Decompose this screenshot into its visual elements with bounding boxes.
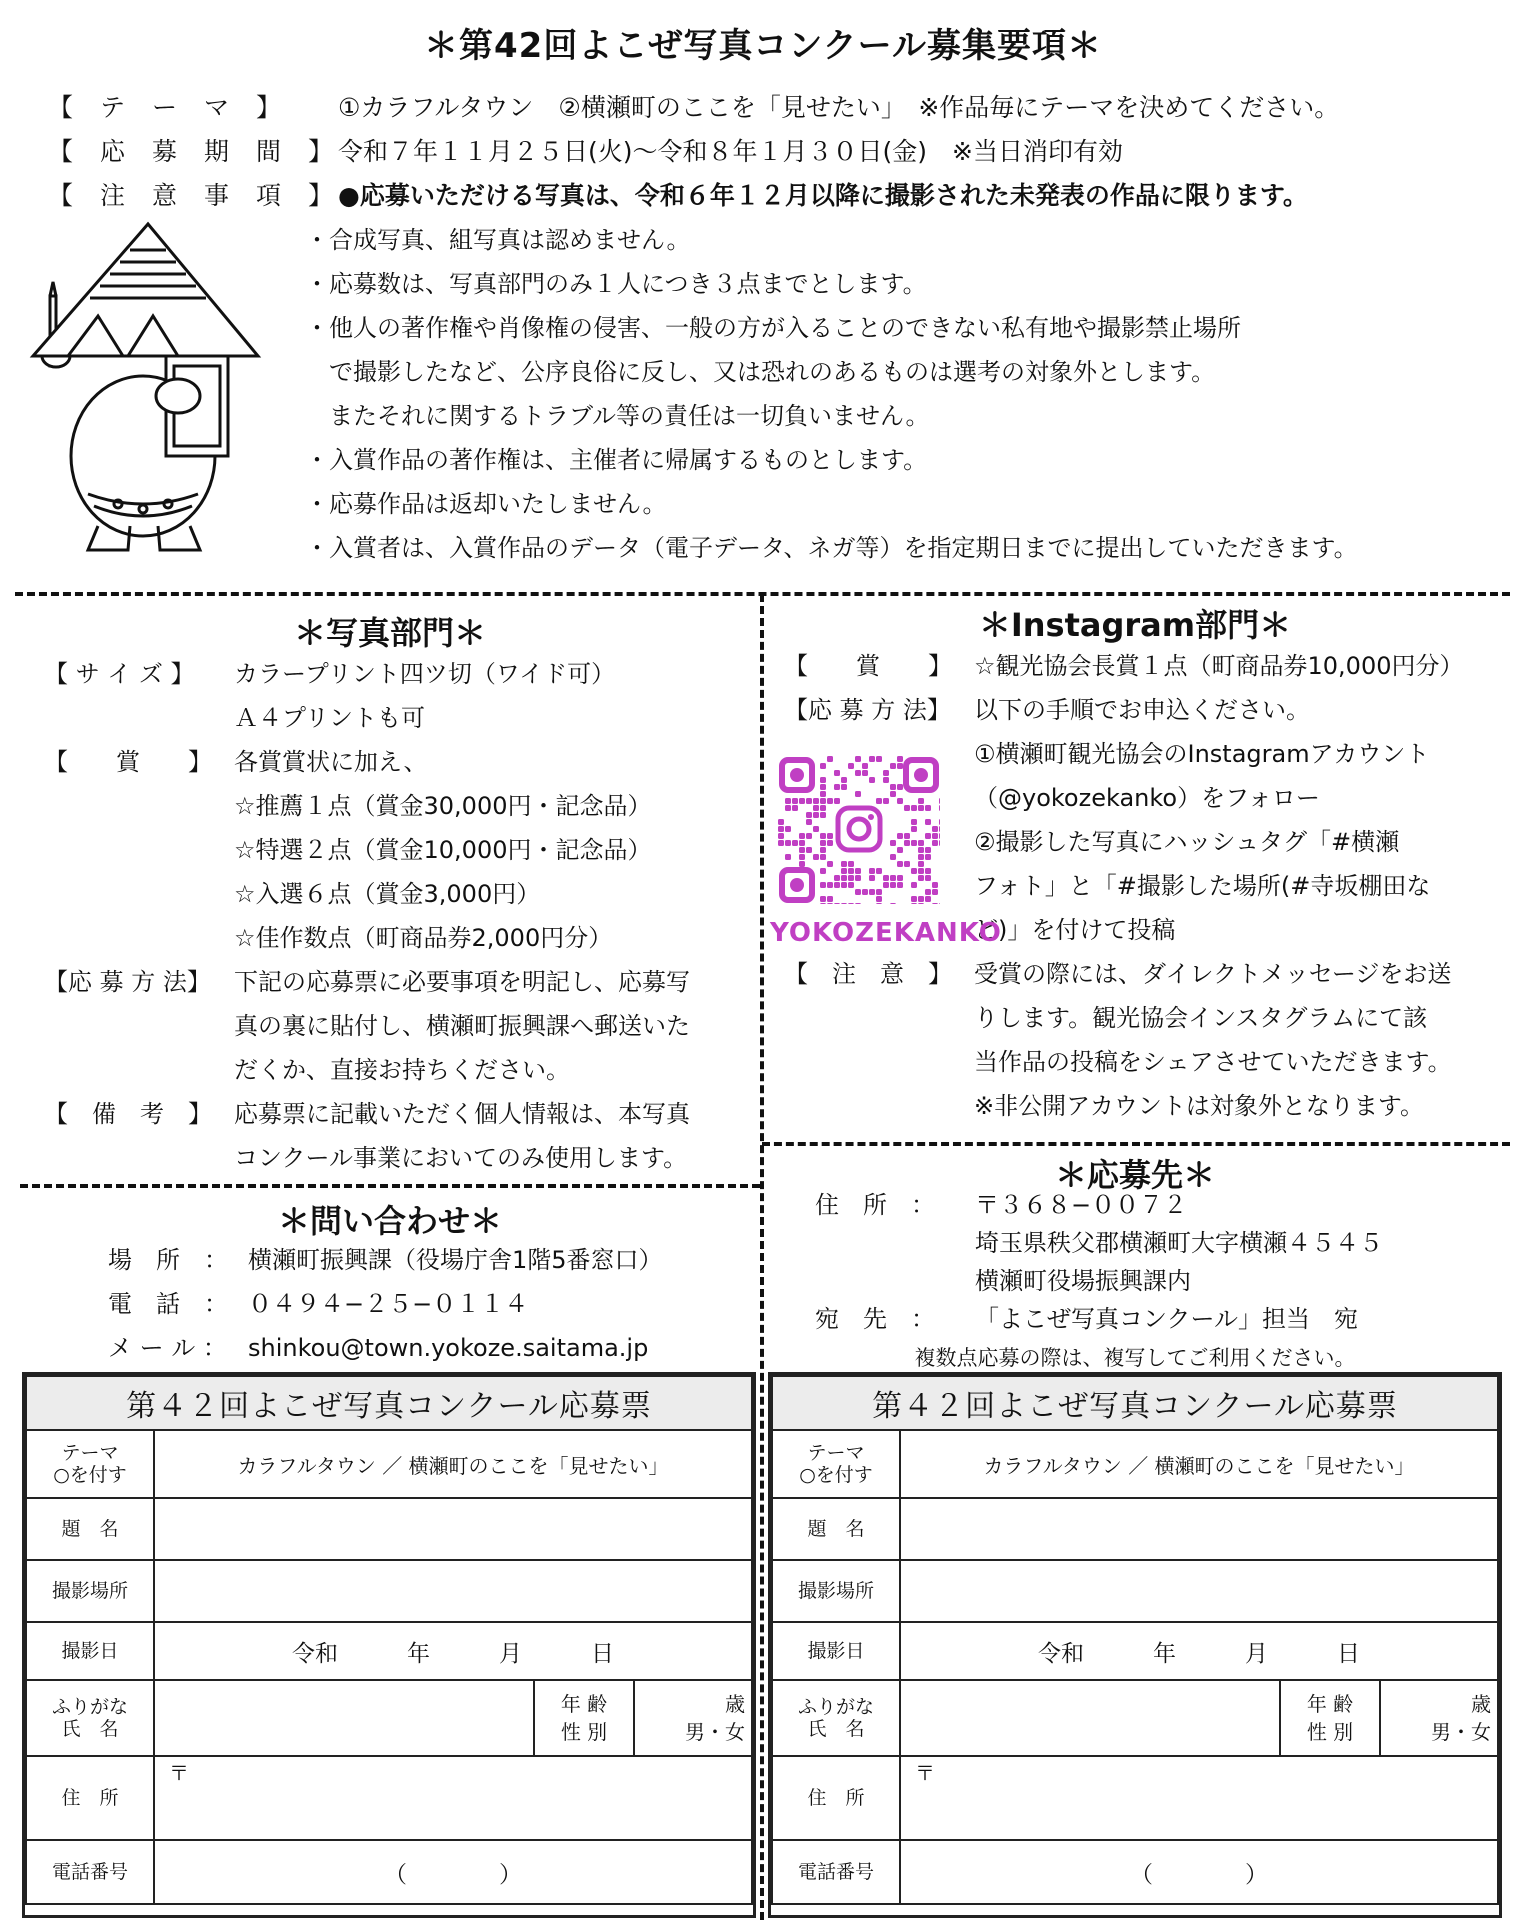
contact-section-body [108,1238,663,1370]
notes-label: 【 注 意 事 項 】 [48,181,335,210]
divider-vertical [760,594,764,1920]
dest-note: 複数点応募の際は、複写してご利用ください。 [914,1346,1356,1370]
address-input[interactable]: 〒 [154,1756,752,1840]
award-label: 【 賞 】 [44,748,212,776]
age-gender-input[interactable]: 歳 男・女 [1380,1680,1498,1756]
ig-award-label: 【 賞 】 [784,652,952,680]
theme-choice[interactable]: カラフルタウン ／ 横瀬町のここを「見せたい」 [900,1430,1498,1498]
method-label: 【応 募 方 法】 [44,968,211,996]
ig-step-4: フォト」と「#撮影した場所(#寺坂棚田な [974,872,1431,900]
divider-left-mid [20,1184,760,1188]
period-label: 【 応 募 期 間 】 [48,137,335,166]
award-1: ☆推薦１点（賞金30,000円・記念品） [234,792,652,820]
ig-note-label: 【 注 意 】 [784,960,952,988]
name-input[interactable] [154,1680,534,1756]
contact-place-label: 場 所 ： [108,1246,228,1274]
remark-2: コンクール事業においてのみ使用します。 [234,1144,688,1172]
date-label: 撮影日 [772,1622,900,1680]
destination-section-body [815,1186,1383,1338]
note-6: ・入賞作品の著作権は、主催者に帰属するものとします。 [305,446,928,474]
ig-note-1: 受賞の際には、ダイレクトメッセージをお送 [974,960,1452,988]
tel-label: 電話番号 [26,1840,154,1904]
dest-to-value: 「よこぜ写真コンクール」担当 宛 [975,1305,1359,1333]
period-value: 令和７年１１月２５日(火)〜令和８年１月３０日(金) ※当日消印有効 [338,137,1123,166]
contact-place-value: 横瀬町振興課（役場庁舎1階5番窓口） [248,1246,663,1274]
instagram-heading: ＊Instagram部門＊ [978,606,1292,644]
award-4: ☆佳作数点（町商品券2,000円分） [234,924,613,952]
contact-phone-value: ０４９４−２５−０１１４ [248,1290,529,1318]
award-3: ☆入選６点（賞金3,000円） [234,880,541,908]
instagram-qr-code[interactable] [778,756,940,904]
notes-lead: ●応募いただける写真は、令和６年１２月以降に撮影された未発表の作品に限ります。 [338,181,1308,210]
size-label: 【 サ イ ズ 】 [44,660,195,688]
note-4: で撮影したなど、公序良俗に反し、又は恐れのあるものは選考の対象外とします。 [305,358,1216,386]
ig-note-3: 当作品の投稿をシェアさせていただきます。 [974,1048,1452,1076]
form-title: 第４２回よこぜ写真コンクール応募票 [26,1376,752,1430]
ig-award-value: ☆観光協会長賞１点（町商品券10,000円分） [974,652,1464,680]
kana-label-cell: ふりがな 氏 名 [26,1680,154,1756]
title-input[interactable] [154,1498,752,1560]
address-label: 住 所 [772,1756,900,1840]
contact-mail-label: メ ー ル ： [108,1334,227,1362]
theme-value: ①カラフルタウン ②横瀬町のここを「見せたい」 ※作品毎にテーマを決めてください。 [338,93,1340,122]
contact-heading: ＊問い合わせ＊ [277,1202,502,1240]
remark-label: 【 備 考 】 [44,1100,212,1128]
divider-right-mid [762,1142,1510,1146]
note-7: ・応募作品は返却いたしません。 [305,490,667,518]
dest-addr-1: 〒３６８−００７２ [975,1191,1188,1219]
note-8: ・入賞者は、入賞作品のデータ（電子データ、ネガ等）を指定期日までに提出していただきます。 [305,534,1358,562]
note-5: またそれに関するトラブル等の責任は一切負いません。 [305,402,930,430]
remark-1: 応募票に記載いただく個人情報は、本写真 [234,1100,690,1128]
date-label: 撮影日 [26,1622,154,1680]
contact-phone-label: 電 話 ： [108,1290,228,1318]
instagram-icon [838,808,880,850]
age-gender-input[interactable]: 歳 男・女 [634,1680,752,1756]
ig-note-2: りします。観光協会インスタグラムにて該 [974,1004,1428,1032]
tel-input[interactable]: （ ） [900,1840,1498,1904]
theme-choice[interactable]: カラフルタウン ／ 横瀬町のここを「見せたい」 [154,1430,752,1498]
dest-addr-label: 住 所 ： [815,1191,935,1219]
theme-row [48,86,1339,130]
place-input[interactable] [900,1560,1498,1622]
period-row [48,130,1123,174]
ig-note-4: ※非公開アカウントは対象外となります。 [974,1092,1424,1120]
ig-step-3: ②撮影した写真にハッシュタグ「#横瀬 [974,828,1400,856]
theme-label-cell: テーマ ○を付す [772,1430,900,1498]
note-2: ・応募数は、写真部門のみ１人につき３点までとします。 [305,270,927,298]
date-input[interactable]: 令和 年 月 日 [900,1622,1498,1680]
title-label: 題 名 [26,1498,154,1560]
tel-input[interactable]: （ ） [154,1840,752,1904]
dest-addr-3: 横瀬町役場振興課内 [975,1267,1191,1295]
destination-heading: ＊応募先＊ [1054,1156,1215,1194]
method-1: 下記の応募票に必要事項を明記し、応募写 [234,968,690,996]
page-title: ＊第42回よこぜ写真コンクール募集要項＊ [424,26,1102,66]
note-1: ・合成写真、組写真は認めません。 [305,226,691,254]
ig-step-1: ①横瀬町観光協会のInstagramアカウント [974,740,1430,768]
place-label: 撮影場所 [772,1560,900,1622]
kana-label-cell: ふりがな 氏 名 [772,1680,900,1756]
place-input[interactable] [154,1560,752,1622]
date-input[interactable]: 令和 年 月 日 [154,1622,752,1680]
size-value-2: Ａ４プリントも可 [234,704,426,732]
age-gender-label: 年 齢 性 別 [1280,1680,1380,1756]
note-3: ・他人の著作権や肖像権の侵害、一般の方が入ることのできない私有地や撮影禁止場所 [305,314,1241,342]
address-input[interactable]: 〒 [900,1756,1498,1840]
theme-label: 【 テ ー マ 】 [48,93,283,122]
place-label: 撮影場所 [26,1560,154,1622]
name-input[interactable] [900,1680,1280,1756]
age-gender-label: 年 齢 性 別 [534,1680,634,1756]
size-value-1: カラープリント四ツ切（ワイド可） [234,660,616,688]
tel-label: 電話番号 [772,1840,900,1904]
ig-step-5: ど)」を付けて投稿 [974,916,1176,944]
ig-method-label: 【応 募 方 法】 [784,696,951,724]
title-input[interactable] [900,1498,1498,1560]
form-title: 第４２回よこぜ写真コンクール応募票 [772,1376,1498,1430]
dest-addr-2: 埼玉県秩父郡横瀬町大字横瀬４５４５ [975,1229,1383,1257]
contact-mail-value[interactable]: shinkou@town.yokoze.saitama.jp [248,1334,649,1362]
photo-heading: ＊写真部門＊ [293,614,486,652]
method-3: だくか、直接お持ちください。 [234,1056,570,1084]
award-intro: 各賞賞状に加え、 [234,748,428,776]
photo-section-body [44,652,690,1180]
address-label: 住 所 [26,1756,154,1840]
method-2: 真の裏に貼付し、横瀬町振興課へ郵送いた [234,1012,690,1040]
dest-to-label: 宛 先 ： [815,1305,935,1333]
notes-row [48,174,1308,218]
title-label: 題 名 [772,1498,900,1560]
qr-caption: YOKOZEKANKO [770,918,1002,948]
theme-label-cell: テーマ ○を付す [26,1430,154,1498]
entry-form-left [22,1372,756,1918]
mascot-illustration [28,216,263,556]
award-2: ☆特選２点（賞金10,000円・記念品） [234,836,652,864]
entry-form-right [768,1372,1502,1918]
ig-step-2: （@yokozekanko）をフォロー [974,784,1320,812]
ig-method-intro: 以下の手順でお申込ください。 [974,696,1310,724]
